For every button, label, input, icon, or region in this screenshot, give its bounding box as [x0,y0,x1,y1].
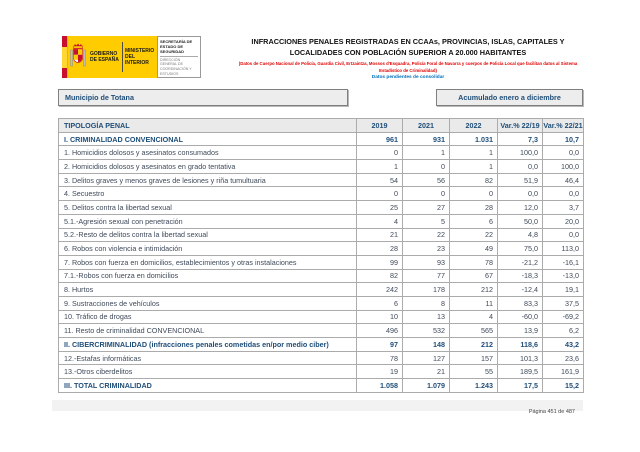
table-row [59,324,584,338]
table-row [59,310,584,324]
row-value: -69,2 [543,310,584,324]
column-header-var-22-21: Var.% 22/21 [543,119,584,133]
row-value: 13,9 [498,324,543,338]
row-value: 6 [357,296,403,310]
row-label: 10. Tráfico de drogas [59,310,357,324]
row-value: 8 [403,296,450,310]
table-row [59,269,584,283]
municipality-box: Municipio de Totana [58,89,348,106]
table-row [59,296,584,310]
table-row [59,187,584,201]
table-header-row [59,119,584,133]
row-label: 6. Robos con violencia e intimidación [59,242,357,256]
row-value: 19 [357,365,403,379]
row-value: 0,0 [498,187,543,201]
page-number: Página 451 de 487 [528,409,575,415]
row-value: 37,5 [543,296,584,310]
row-value: 23,6 [543,351,584,365]
row-value: 0 [450,187,498,201]
row-value: 4,8 [498,228,543,242]
row-value: 19,1 [543,283,584,297]
row-label: 7. Robos con fuerza en domicilios, establecimientos y otras instalaciones [59,255,357,269]
row-value: 1 [450,146,498,160]
row-value: 242 [357,283,403,297]
row-value: 0,0 [498,160,543,174]
ministry-label: MINISTERIO DEL INTERIOR [125,47,155,67]
table-row [59,255,584,269]
row-value: 1.058 [357,379,403,393]
row-value: 25 [357,201,403,215]
row-value: 1 [450,160,498,174]
row-value: 10,7 [543,132,584,146]
row-value: 43,2 [543,338,584,352]
row-value: -12,4 [498,283,543,297]
row-value: 178 [403,283,450,297]
row-value: 148 [403,338,450,352]
row-value: 3,7 [543,201,584,215]
row-value: 0 [403,187,450,201]
row-value: -18,3 [498,269,543,283]
row-label: 2. Homicidios dolosos y asesinatos en grado tentativa [59,160,357,174]
row-value: 49 [450,242,498,256]
column-header-2022: 2022 [450,119,498,133]
row-value: 6,2 [543,324,584,338]
crime-stats-table [58,118,584,393]
row-value: -16,1 [543,255,584,269]
row-value: 82 [450,173,498,187]
row-value: 118,6 [498,338,543,352]
table-row [59,338,584,352]
row-value: 1.079 [403,379,450,393]
row-label: 5. Delitos contra la libertad sexual [59,201,357,215]
table-row [59,201,584,215]
row-value: 0 [357,146,403,160]
row-value: 565 [450,324,498,338]
column-header-var-22-19: Var.% 22/19 [498,119,543,133]
table-row [59,379,584,393]
row-value: 0,0 [543,146,584,160]
row-value: 0 [403,160,450,174]
row-value: 77 [403,269,450,283]
row-label: 3. Delitos graves y menos graves de lesiones y riña tumultuaria [59,173,357,187]
table-row [59,351,584,365]
direction-label: DIRECCIÓN GENERAL DE COORDINACIÓN Y ESTUDIOS [160,57,192,76]
logo-yellow-panel [62,36,157,78]
row-value: 6 [450,214,498,228]
row-value: 93 [403,255,450,269]
row-value: 532 [403,324,450,338]
table-row [59,146,584,160]
column-header-tipologia-penal: TIPOLOGÍA PENAL [59,119,357,133]
row-value: 82 [357,269,403,283]
row-value: 78 [357,351,403,365]
row-value: 0,0 [543,187,584,201]
row-label: I. CRIMINALIDAD CONVENCIONAL [59,132,357,146]
secretary-label: SECRETARÍA DE ESTADO DE SEGURIDAD [160,39,198,57]
row-value: 28 [450,201,498,215]
row-value: 17,5 [498,379,543,393]
row-value: 4 [357,214,403,228]
row-value: 11 [450,296,498,310]
period-box: Acumulado enero a diciembre [436,89,583,106]
row-value: 20,0 [543,214,584,228]
row-value: 28 [357,242,403,256]
row-value: 97 [357,338,403,352]
secretary-panel [157,36,201,78]
row-value: 23 [403,242,450,256]
government-label: GOBIERNO DE ESPAÑA [90,50,119,63]
table-row [59,214,584,228]
row-value: 21 [357,228,403,242]
row-label: 1. Homicidios dolosos y asesinatos consumados [59,146,357,160]
table-row [59,228,584,242]
row-value: 1 [357,160,403,174]
row-label: 13.-Otros ciberdelitos [59,365,357,379]
row-value: 10 [357,310,403,324]
row-value: 1 [403,146,450,160]
row-value: -21,2 [498,255,543,269]
logo-divider [122,42,123,72]
row-value: 157 [450,351,498,365]
title-block [228,37,588,80]
table-row [59,283,584,297]
row-value: 99 [357,255,403,269]
row-label: 5.1.-Agresión sexual con penetración [59,214,357,228]
row-value: 12,0 [498,201,543,215]
row-value: 15,2 [543,379,584,393]
crime-table-body [59,132,584,392]
row-value: 83,3 [498,296,543,310]
table-row [59,173,584,187]
row-value: 21 [403,365,450,379]
row-value: 127 [403,351,450,365]
row-value: 56 [403,173,450,187]
row-value: 212 [450,338,498,352]
row-label: III. TOTAL CRIMINALIDAD [59,379,357,393]
row-value: 496 [357,324,403,338]
row-label: II. CIBERCRIMINALIDAD (infracciones penales cometidas en/por medio ciber) [59,338,357,352]
row-label: 5.2.-Resto de delitos contra la libertad sexual [59,228,357,242]
row-value: 100,0 [543,160,584,174]
row-value: 78 [450,255,498,269]
row-value: 51,9 [498,173,543,187]
row-value: 189,5 [498,365,543,379]
table-row [59,132,584,146]
row-value: 0 [357,187,403,201]
row-value: 55 [450,365,498,379]
coat-of-arms-icon [68,36,88,78]
column-header-2021: 2021 [403,119,450,133]
page-title: INFRACCIONES PENALES REGISTRADAS EN CCAAs, PROVINCIAS, ISLAS, CAPITALES Y LOCALIDADES CON POBLACIÓN SUPERIOR A 20.000 HABITANTES [251,37,565,57]
table-row [59,242,584,256]
row-label: 7.1.-Robos con fuerza en domicilios [59,269,357,283]
row-value: 22 [403,228,450,242]
row-value: -60,0 [498,310,543,324]
column-header-2019: 2019 [357,119,403,133]
footer-bar [52,400,583,415]
pending-data-note: Datos pendientes de consolidar [371,75,445,81]
row-value: 7,3 [498,132,543,146]
row-label: 11. Resto de criminalidad CONVENCIONAL [59,324,357,338]
row-value: 75,0 [498,242,543,256]
row-value: 27 [403,201,450,215]
row-value: 931 [403,132,450,146]
row-value: 100,0 [498,146,543,160]
row-value: 101,3 [498,351,543,365]
row-value: 5 [403,214,450,228]
row-value: 13 [403,310,450,324]
row-value: 0,0 [543,228,584,242]
row-value: 161,9 [543,365,584,379]
row-value: 4 [450,310,498,324]
row-value: 22 [450,228,498,242]
row-value: 1.243 [450,379,498,393]
row-value: 54 [357,173,403,187]
gobierno-espana-logo [62,36,201,78]
row-value: 212 [450,283,498,297]
row-value: 113,0 [543,242,584,256]
table-row [59,160,584,174]
row-label: 9. Sustracciones de vehículos [59,296,357,310]
row-label: 4. Secuestro [59,187,357,201]
row-value: 46,4 [543,173,584,187]
row-value: 961 [357,132,403,146]
row-label: 12.-Estafas informáticas [59,351,357,365]
row-value: 1.031 [450,132,498,146]
table-row [59,365,584,379]
row-value: 50,0 [498,214,543,228]
row-label: 8. Hurtos [59,283,357,297]
row-value: 67 [450,269,498,283]
source-note: (Datos de Cuerpo Nacional de Policía, Guardia Civil, Ertzaintza, Mossos d'Esquadra, Policía Foral de Navarra y cuerpos de Policía Local que facilitan datos al Sistema Estadístico de Criminalidad) [238,61,578,73]
row-value: -13,0 [543,269,584,283]
